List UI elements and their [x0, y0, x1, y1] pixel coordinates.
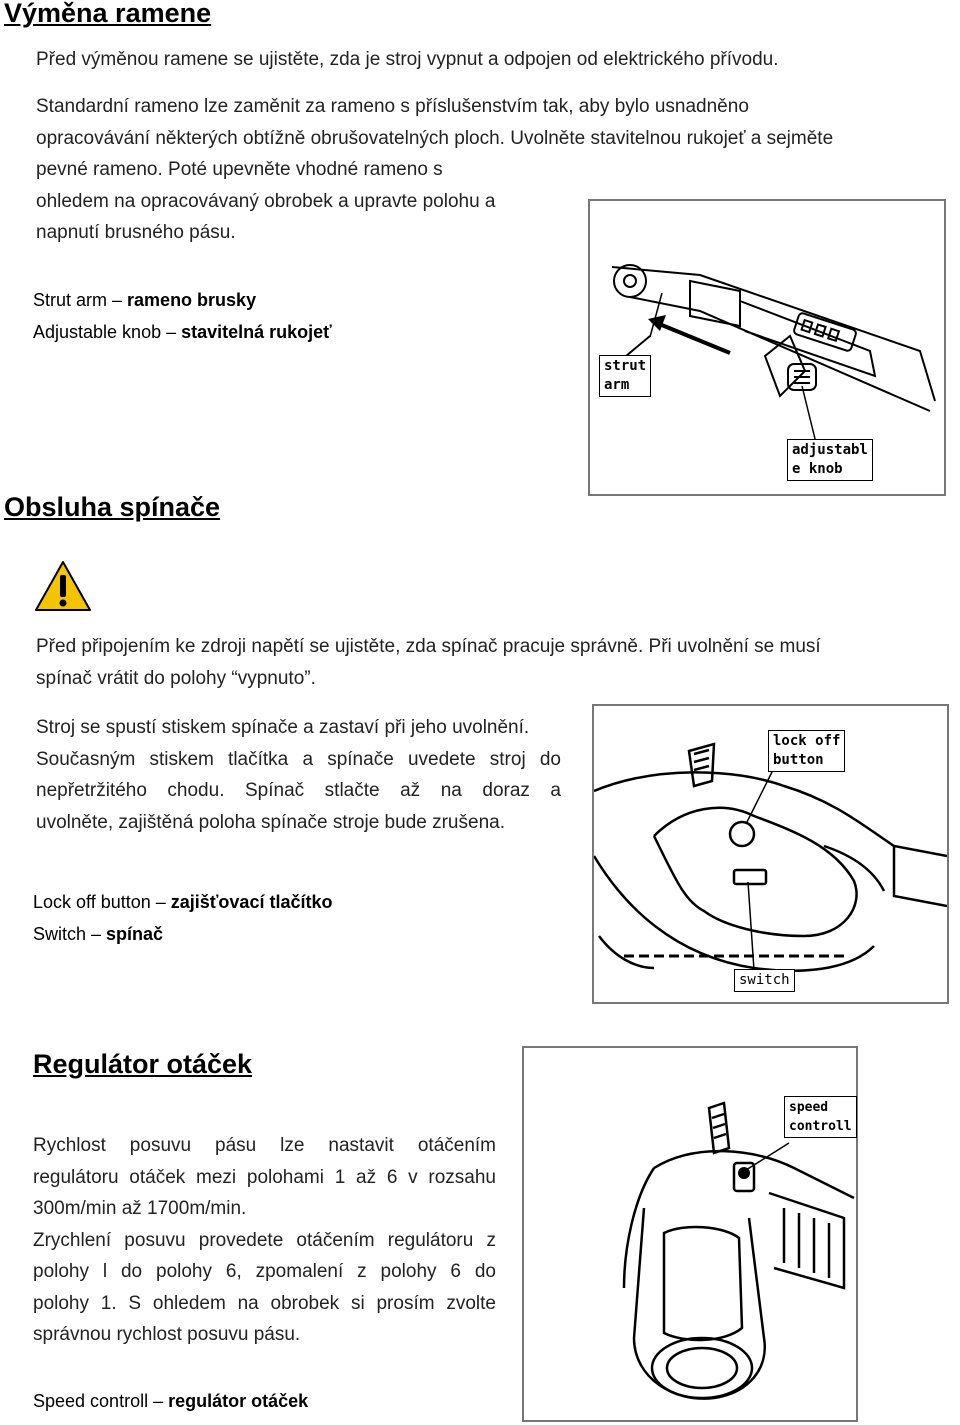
text-line: napnutí brusného pásu. — [36, 222, 236, 243]
paragraph-switch-check — [36, 631, 936, 694]
legend-term: Adjustable knob — [33, 322, 162, 342]
legend-translation: regulátor otáček — [168, 1391, 309, 1411]
strut-arm-drawing — [590, 201, 944, 494]
legend-lock-off-button — [33, 886, 332, 918]
text-line: správnou rychlost posuvu pásu. — [33, 1324, 301, 1345]
text-line: regulátoru otáček mezi polohami 1 až 6 v rozsahu — [33, 1166, 496, 1188]
callout-adjustable-knob: adjustabl e knob — [787, 439, 873, 481]
figure-strut-arm — [588, 199, 946, 496]
text-line: Standardní rameno lze zaměnit za rameno s příslušenstvím tak, aby bylo usnadněno — [36, 96, 749, 117]
legend-adjustable-knob — [33, 316, 332, 348]
legend-translation: spínač — [106, 924, 164, 944]
callout-speed-controll: speed controll — [784, 1096, 857, 1138]
callout-lock-off-button: lock off button — [768, 730, 845, 772]
figure-switch — [592, 704, 949, 1004]
text-line: Stroj se spustí stiskem spínače a zastaví při jeho uvolnění. — [36, 717, 530, 738]
legend-dash: – — [86, 924, 107, 944]
figure-speed-control — [522, 1046, 858, 1422]
legend-speed-controll — [33, 1385, 308, 1417]
legend-dash: – — [150, 892, 171, 912]
text-line: Před připojením ke zdroji napětí se ujistěte, zda spínač pracuje správně. Při uvolnění se musí — [36, 636, 821, 657]
callout-strut-arm: strut arm — [599, 355, 651, 397]
paragraph-safety: Před výměnou ramene se ujistěte, zda je stroj vypnut a odpojen od elektrického přívodu. — [36, 49, 779, 70]
legend-strut-arm — [33, 284, 256, 316]
legend-term: Speed controll — [33, 1391, 149, 1411]
legend-dash: – — [161, 322, 182, 342]
callout-switch: switch — [734, 969, 795, 992]
legend-translation: rameno brusky — [127, 290, 257, 310]
paragraph-speed — [33, 1130, 496, 1351]
legend-dash: – — [148, 1391, 169, 1411]
legend-translation: zajišťovací tlačítko — [170, 892, 333, 912]
text-line: uvolněte, zajištěná poloha spínače stroje bude zrušena. — [36, 811, 505, 833]
legend-translation: stavitelná rukojeť — [181, 322, 332, 342]
text-line: pevné rameno. Poté upevněte vhodné rameno s — [36, 159, 443, 180]
text-line: Současným stiskem tlačítka a spínače uvedete stroj do — [36, 748, 561, 770]
legend-switch — [33, 918, 163, 950]
warning-triangle-icon — [34, 560, 92, 612]
section-heading-switch-operation: Obsluha spínače — [4, 492, 221, 522]
text-line: spínač vrátit do polohy “vypnuto”. — [36, 667, 316, 689]
legend-term: Lock off button — [33, 892, 151, 912]
text-line: polohy 1. S ohledem na obrobek si prosím zvolte — [33, 1292, 496, 1314]
text-line: ohledem na opracovávaný obrobek a upravte polohu a — [36, 190, 496, 212]
text-line: nepřetržitého chodu. Spínač stlačte až na doraz a — [36, 780, 561, 801]
legend-term: Switch — [33, 924, 87, 944]
legend-dash: – — [107, 290, 128, 310]
text-line: Rychlost posuvu pásu lze nastavit otáčením — [33, 1135, 496, 1156]
paragraph-switch-usage — [36, 712, 561, 838]
section-heading-arm-replacement: Výměna ramene — [4, 0, 212, 28]
section-heading-speed-controller: Regulátor otáček — [33, 1049, 253, 1079]
text-line: polohy l do polohy 6, zpomalení z polohy 6 do — [33, 1261, 496, 1282]
text-line: opracovávání některých obtížně obrušovatelných ploch. Uvolněte stavitelnou rukojeť a sejměte — [36, 127, 834, 149]
legend-term: Strut arm — [33, 290, 108, 310]
text-line: 300m/min až 1700m/min. — [33, 1198, 247, 1219]
text-line: Zrychlení posuvu provedete otáčením regulátoru z — [33, 1229, 496, 1251]
